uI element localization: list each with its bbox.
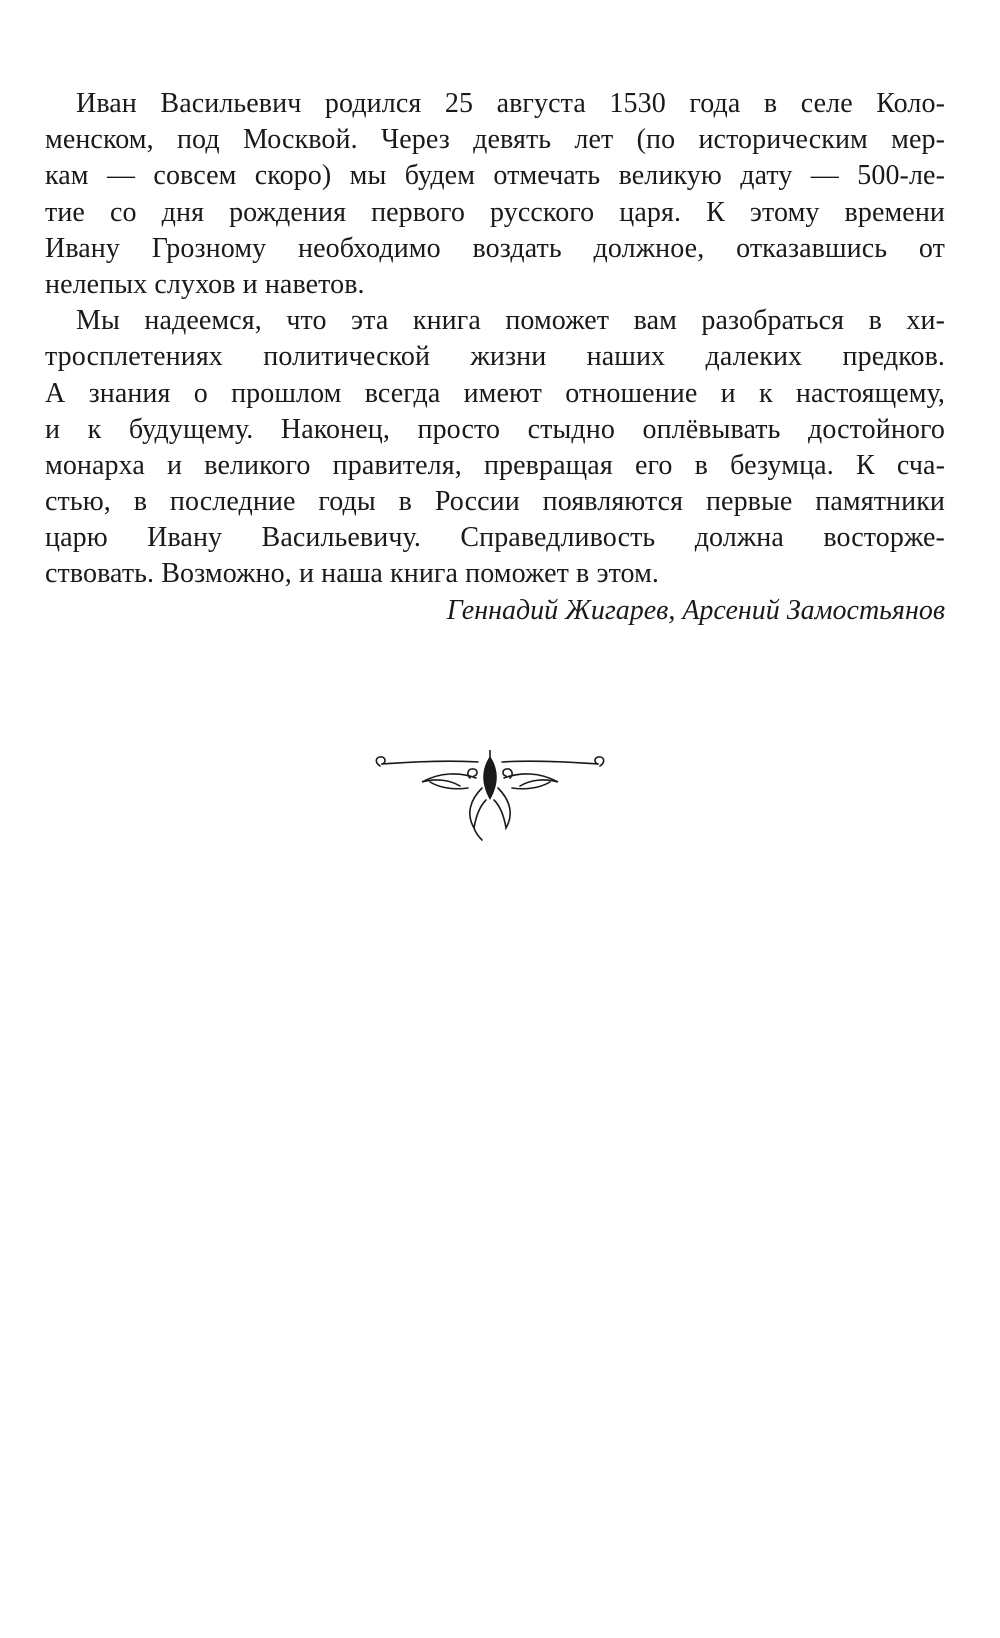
text-line: менском, под Москвой. Через девять лет (по историческим мер- [45, 124, 945, 156]
paragraph-1 [45, 86, 945, 303]
text-line: Мы надеемся, что эта книга поможет вам разобраться в хи- [76, 305, 945, 337]
text-line: А знания о прошлом всегда имеют отношение и к настоящему, [45, 377, 945, 409]
floral-vignette-icon [370, 748, 610, 848]
text-line: кам — совсем скоро) мы будем отмечать великую дату — 500-ле- [45, 160, 945, 192]
text-block [45, 86, 945, 629]
author-signature: Геннадий Жигарев, Арсений Замостьянов [446, 594, 945, 626]
text-line: тие со дня рождения первого русского царя. К этому времени [45, 196, 945, 228]
text-line: монарха и великого правителя, превращая его в безумца. К сча- [45, 449, 945, 481]
text-line: нелепых слухов и наветов. [45, 268, 365, 300]
text-line: ствовать. Возможно, и наша книга поможет в этом. [45, 558, 660, 590]
paragraph-2 [45, 303, 945, 593]
text-line: Иван Васильевич родился 25 августа 1530 года в селе Коло- [76, 88, 945, 119]
text-line: и к будущему. Наконец, просто стыдно оплёвывать достойного [45, 413, 945, 445]
text-line: тросплетениях политической жизни наших далеких предков. [45, 341, 945, 373]
text-line: царю Ивану Васильевичу. Справедливость должна восторже- [45, 522, 945, 554]
text-line: Ивану Грозному необходимо воздать должное, отказавшись от [45, 232, 945, 264]
text-line: стью, в последние годы в России появляются первые памятники [45, 486, 945, 518]
